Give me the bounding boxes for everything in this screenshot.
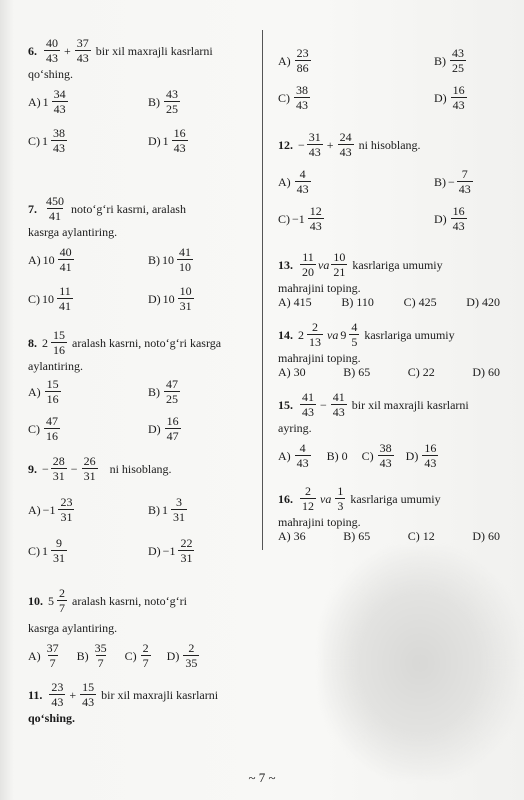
fraction: $\frac{31}{43}$ [308,130,321,159]
fraction: $\frac{2}{7}$ [59,586,65,615]
question-text-cont: qo‘shing. [28,67,73,81]
question-text-cont: ayring. [278,421,312,435]
option-a: A) 10 $\frac{40}{41}$ [28,245,72,274]
option-a: A) $\frac{15}{16}$ [28,377,59,406]
question-text-cont: qo‘shing. [28,711,76,725]
option-d: D) 1 $\frac{16}{43}$ [148,126,186,155]
question-text: aralash kasrni, noto‘g‘ri [72,593,187,608]
option-a: A) 1 $\frac{34}{43}$ [28,87,66,116]
question-text-cont: mahrajini toping. [278,281,361,295]
option-b: B) $\frac{43}{25}$ [434,46,464,75]
option-a: A) $\frac{37}{7}$ [28,641,59,670]
question-number: 15. [278,397,293,412]
question-12: 12. − $\frac{31}{43}$ + $\frac{24}{43}$ ni hisoblang. A) $\frac{4}{43}$ B) − $\frac{7}{43}$ C) −1 $\frac{12}{43}$ D) $\frac{16}{43}$ [278,130,500,246]
question-number: 9. [28,461,37,476]
option-b: B) 0 [326,448,348,463]
option-d: D) −1 $\frac{22}{31}$ [148,536,193,565]
option-d: D) $\frac{16}{43}$ [434,204,465,233]
question-number: 11. [28,687,43,702]
question-7 [28,194,258,322]
options: A) 30 B) 65 C) 22 D) 60 [278,365,500,379]
left-column [28,36,258,725]
option-b: B) − $\frac{7}{43}$ [434,167,471,196]
option-b: B) 10 $\frac{41}{10}$ [148,245,191,274]
column-divider [262,30,263,550]
question-text: bir xil maxrajli kasrlarni [95,43,213,58]
page-number: ~ 7 ~ [248,770,276,785]
question-11: 11. $\frac{23}{43}$ + $\frac{15}{43}$ bir xil maxrajli kasrlarni qo‘shing. [28,680,258,725]
option-b: B) 1 $\frac{3}{31}$ [148,495,185,524]
option-d: D) $\frac{2}{35}$ [166,641,198,670]
question-text-cont: kasrga aylantiring. [28,621,118,635]
fraction: $\frac{26}{31}$ [83,454,96,483]
option-a: A) $\frac{4}{43}$ [278,441,309,470]
option-a: A) −1 $\frac{23}{31}$ [28,495,73,524]
question-16: 16. $\frac{2}{12}$ va $\frac{1}{3}$ kasrlariga umumiy mahrajini toping. A) 36 B) 65 C) 12 D) 60 [278,484,500,543]
question-text: kasrlariga umumiy [364,327,455,342]
option-d: D) $\frac{16}{43}$ [405,441,437,470]
question-number: 7. [28,201,37,216]
question-number: 13. [278,257,293,272]
option-c: C) $\frac{38}{43}$ [361,441,392,470]
question-text: kasrlariga umumiy [352,257,443,272]
option-a: A) $\frac{4}{43}$ [278,167,309,196]
option-a: A) $\frac{23}{86}$ [278,46,309,75]
option-d: D) 10 $\frac{10}{31}$ [148,284,192,313]
question-text: kasrlariga umumiy [350,491,441,506]
question-11-options [278,46,500,126]
question-text: bir xil maxrajli kasrlarni [101,687,219,702]
option-b: B) $\frac{43}{25}$ [148,87,178,116]
fraction: $\frac{28}{31}$ [52,454,65,483]
options: A) 36 B) 65 C) 12 D) 60 [278,529,500,543]
question-14: 14. 2 $\frac{2}{13}$ va 9 $\frac{4}{5}$ kasrlariga umumiy mahrajini toping. A) 30 B) 65 C) 22 D) 60 [278,320,500,379]
option-c: C) 1 $\frac{38}{43}$ [28,126,65,155]
option-c: C) $\frac{47}{16}$ [28,414,58,443]
question-13: 13. $\frac{11}{20}$ va $\frac{10}{21}$ kasrlariga umumiy mahrajini toping. A) 415 B) 110 C) 425 D) 420 [278,250,500,309]
question-text-cont: mahrajini toping. [278,515,361,529]
question-text: ni hisoblang. [109,461,172,476]
fraction: $\frac{24}{43}$ [339,130,352,159]
operator: + [64,43,71,58]
right-column [278,46,500,543]
question-text-cont: aylantiring. [28,359,83,373]
option-c: C) 10 $\frac{11}{41}$ [28,284,71,313]
question-text-cont: kasrga aylantiring. [28,225,118,239]
question-15: 15. $\frac{41}{43}$ − $\frac{41}{43}$ bir xil maxrajli kasrlarni ayring. A) $\frac{4}{43}$ B) 0 C) $\frac{38}{43}$ D) $\frac{16}{43}$ [278,390,500,480]
question-number: 12. [278,137,293,152]
fraction: $\frac{40}{43}$ [46,36,58,65]
fraction: $\frac{15}{43}$ [82,680,95,709]
question-6 [28,36,258,160]
options: A) 415 B) 110 C) 425 D) 420 [278,295,500,309]
question-8: 8. 2 $\frac{15}{16}$ aralash kasrni, noto‘g‘ri kasrga aylantiring. A) $\frac{15}{16}$ B) $\frac{47}{25}$ C) $\frac{47}{16}$ D) $\frac{16}{47}$ [28,328,258,454]
option-c: C) $\frac{2}{7}$ [124,641,149,670]
option-c: C) −1 $\frac{12}{43}$ [278,204,322,233]
question-number: 16. [278,491,293,506]
question-number: 14. [278,327,293,342]
question-text: noto‘g‘ri kasrni, aralash [71,201,186,216]
question-number: 8. [28,335,37,350]
option-b: B) $\frac{47}{25}$ [148,377,178,406]
question-10: 10. 5 $\frac{2}{7}$ aralash kasrni, noto‘g‘ri kasrga aylantiring. A) $\frac{37}{7}$ B) $\frac{35}{7}$ C) $\frac{2}{7}$ D) $\frac{2}{35}$ [28,586,258,676]
fraction: $\frac{450}{41}$ [46,194,64,223]
question-text-cont: mahrajini toping. [278,351,361,365]
option-d: D) $\frac{16}{43}$ [434,83,465,112]
question-text: ni hisoblang. [358,137,421,152]
question-number: 6. [28,43,37,58]
blurred-region [320,548,520,778]
option-b: B) $\frac{35}{7}$ [76,641,107,670]
question-number: 10. [28,593,43,608]
option-c: C) 1 $\frac{9}{31}$ [28,536,65,565]
question-9: 9. − $\frac{28}{31}$ − $\frac{26}{31}$ ni hisoblang. A) −1 $\frac{23}{31}$ B) 1 $\frac{3}{31}$ C) 1 $\frac{9}{31}$ D) −1 $\frac{22}{31}$ [28,454,258,580]
question-text: bir xil maxrajli kasrlarni [351,397,469,412]
option-c: C) $\frac{38}{43}$ [278,83,308,112]
fraction: $\frac{37}{43}$ [76,36,89,65]
fraction: $\frac{23}{43}$ [51,680,64,709]
fraction: $\frac{15}{16}$ [53,328,65,357]
question-text: aralash kasrni, noto‘g‘ri kasrga [72,335,222,350]
option-d: D) $\frac{16}{47}$ [148,414,179,443]
